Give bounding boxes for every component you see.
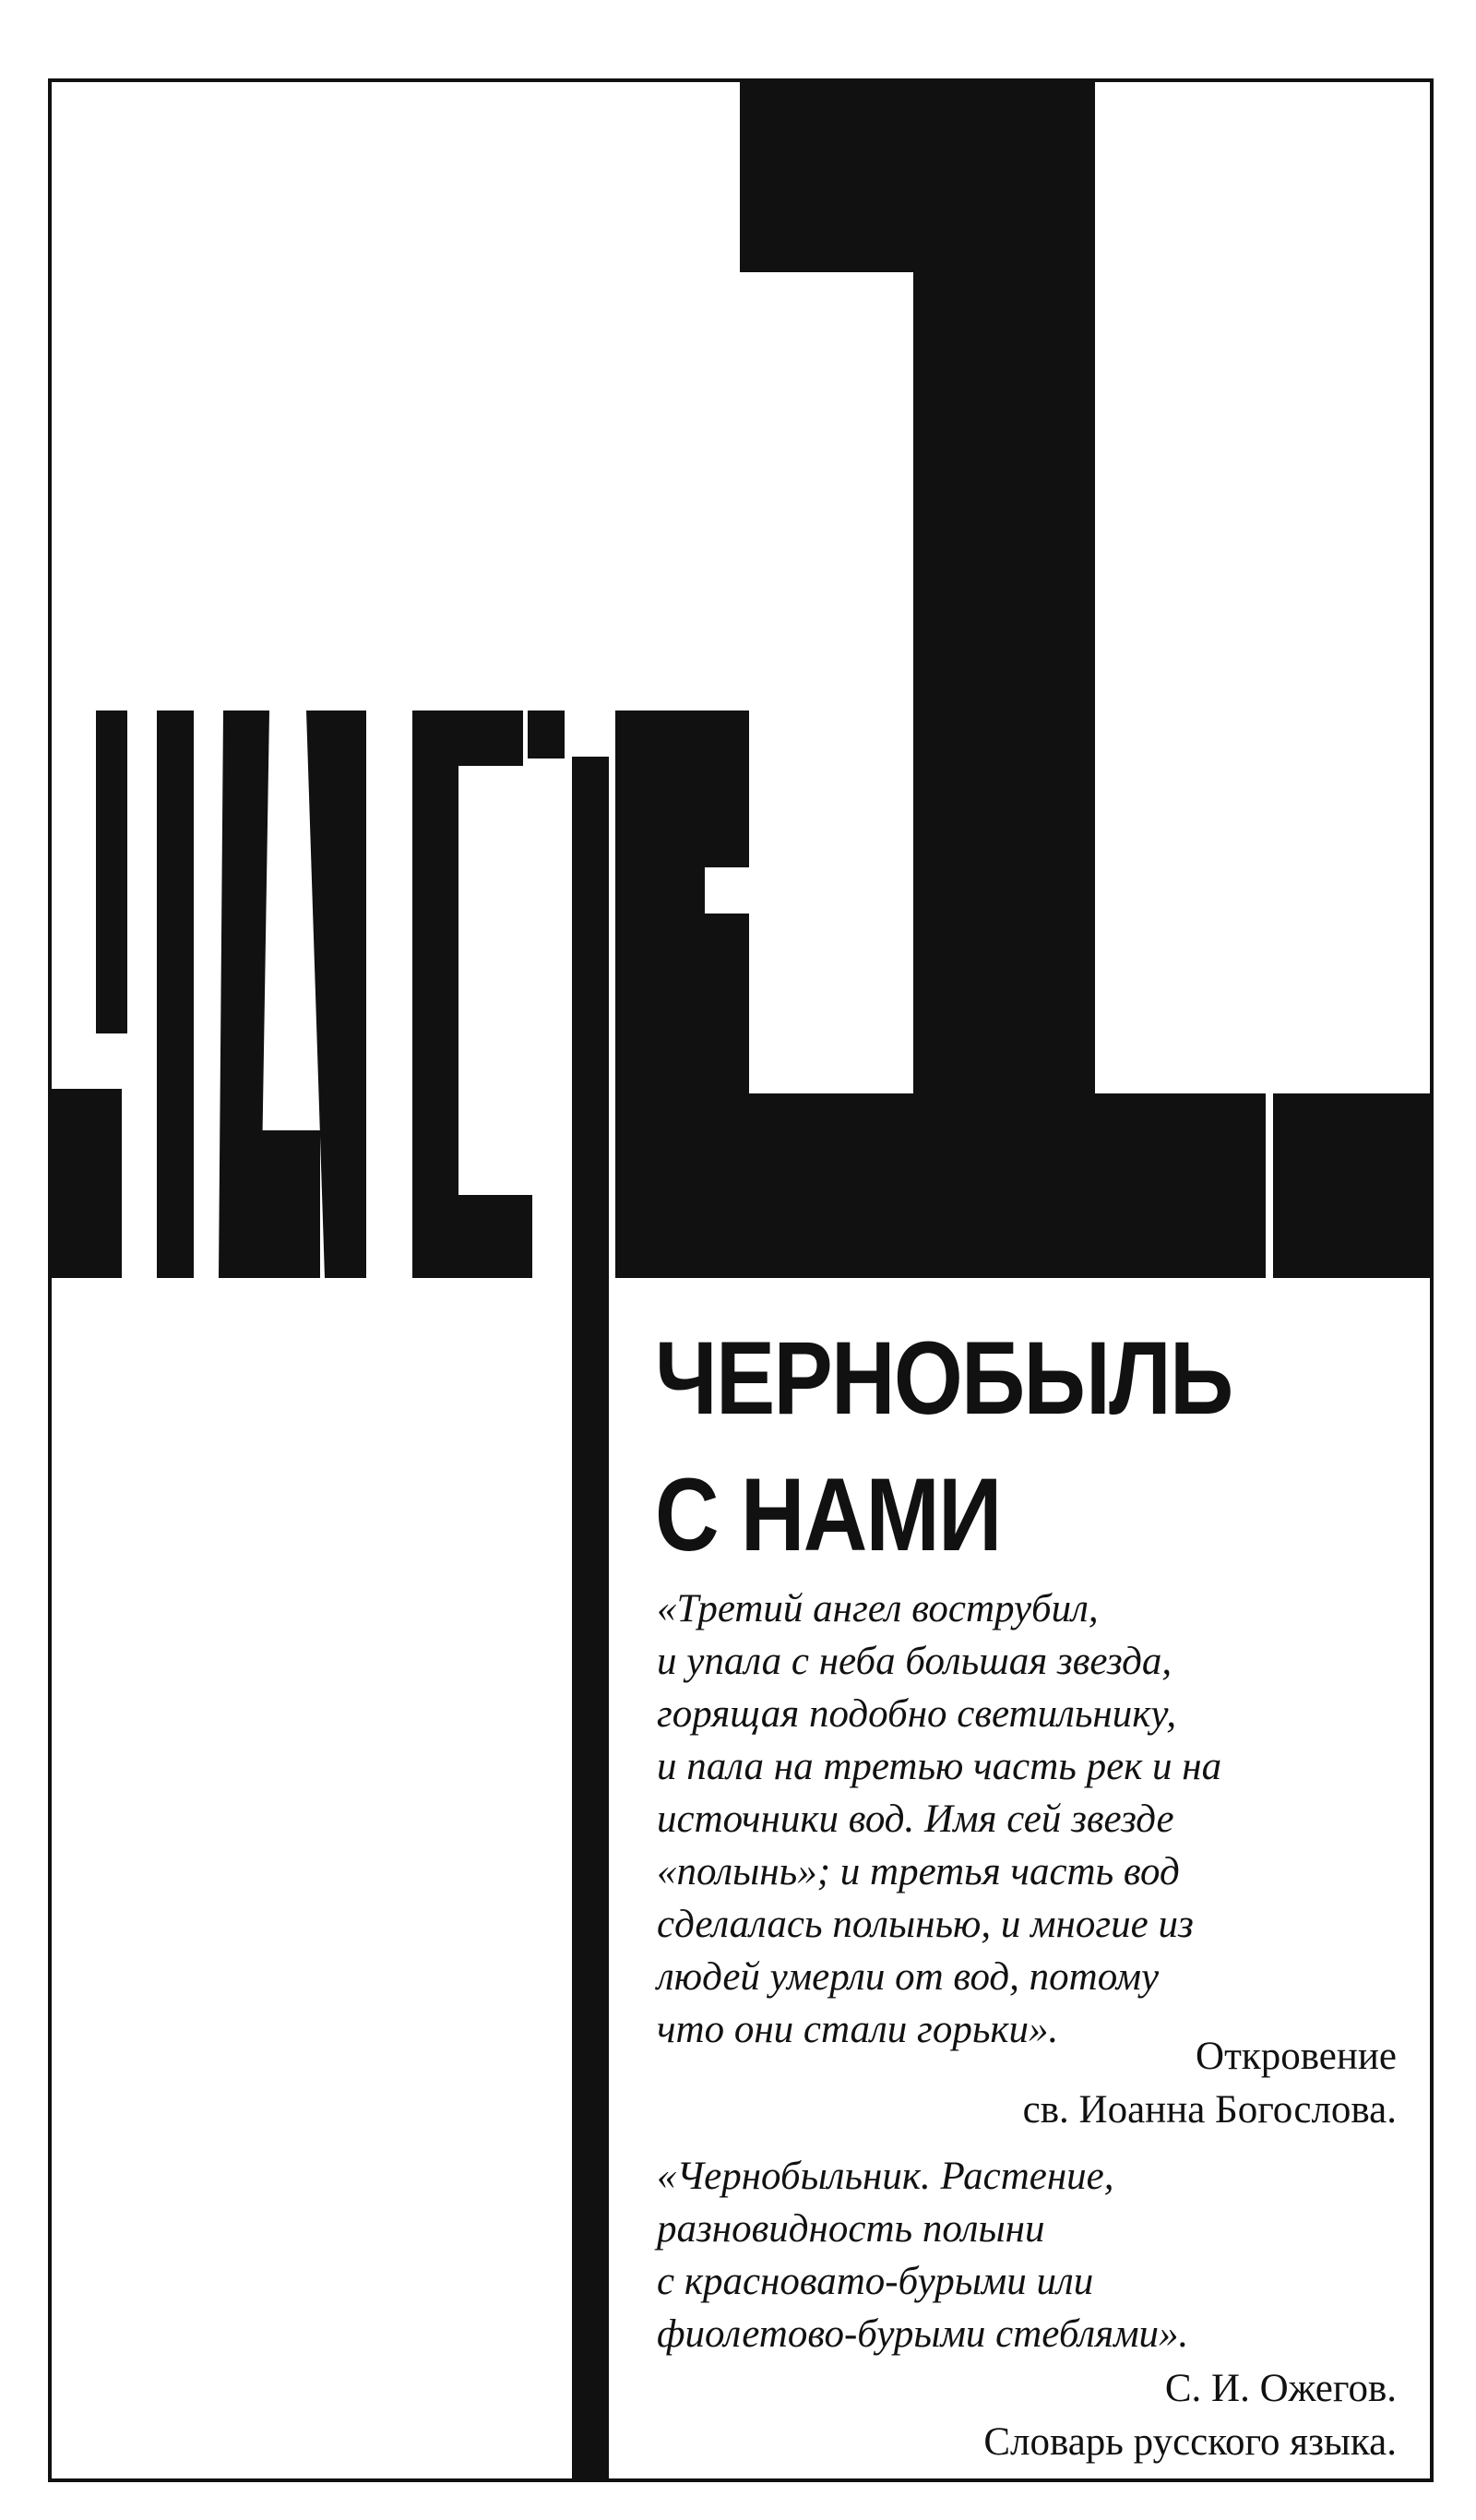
epigraph-line: людей умерли от вод, потому — [657, 1955, 1160, 1999]
epigraph-line: «Третий ангел вострубил, — [657, 1587, 1099, 1630]
epigraph-dictionary — [657, 2150, 1376, 2360]
epigraph-line: что они стали горьки». — [657, 2008, 1059, 2051]
epigraph-line: источники вод. Имя сей звезде — [657, 1797, 1174, 1841]
numeral-stem — [913, 78, 1095, 1093]
epigraph-line: «полынь»; и третья часть вод — [657, 1850, 1180, 1893]
numeral-base-right — [1273, 1093, 1434, 1278]
part-word-letters — [48, 711, 749, 1278]
part-word-graphic — [48, 711, 749, 1278]
chapter-title-line-2: С НАМИ — [655, 1457, 1001, 1572]
epigraph-dictionary-source — [983, 2362, 1397, 2469]
chapter-title — [655, 1310, 1232, 1583]
source-line: Словарь русского языка. — [983, 2420, 1397, 2464]
epigraph-line: сделалась полынью, и многие из — [657, 1903, 1194, 1946]
epigraph-line: разновидность полыни — [657, 2207, 1045, 2251]
epigraph-line: с красновато-бурыми или — [657, 2260, 1094, 2303]
epigraph-line: горящая подобно светильнику, — [657, 1692, 1177, 1736]
numeral-base — [740, 1093, 1266, 1278]
epigraph-line: «Чернобыльник. Растение, — [657, 2155, 1114, 2198]
source-line: св. Иоанна Богослова. — [1022, 2088, 1397, 2132]
source-line: Откровение — [1196, 2035, 1397, 2078]
source-line: С. И. Ожегов. — [1164, 2367, 1397, 2410]
epigraph-line: и упала с неба большая звезда, — [657, 1640, 1172, 1683]
epigraph-revelation-source — [1023, 2030, 1397, 2137]
chapter-title-line-1: ЧЕРНОБЫЛЬ — [655, 1320, 1232, 1436]
epigraph-line: и пала на третью часть рек и на — [657, 1745, 1222, 1788]
epigraph-revelation — [657, 1582, 1376, 2056]
epigraph-line: фиолетово-бурыми стеблями». — [657, 2312, 1189, 2356]
